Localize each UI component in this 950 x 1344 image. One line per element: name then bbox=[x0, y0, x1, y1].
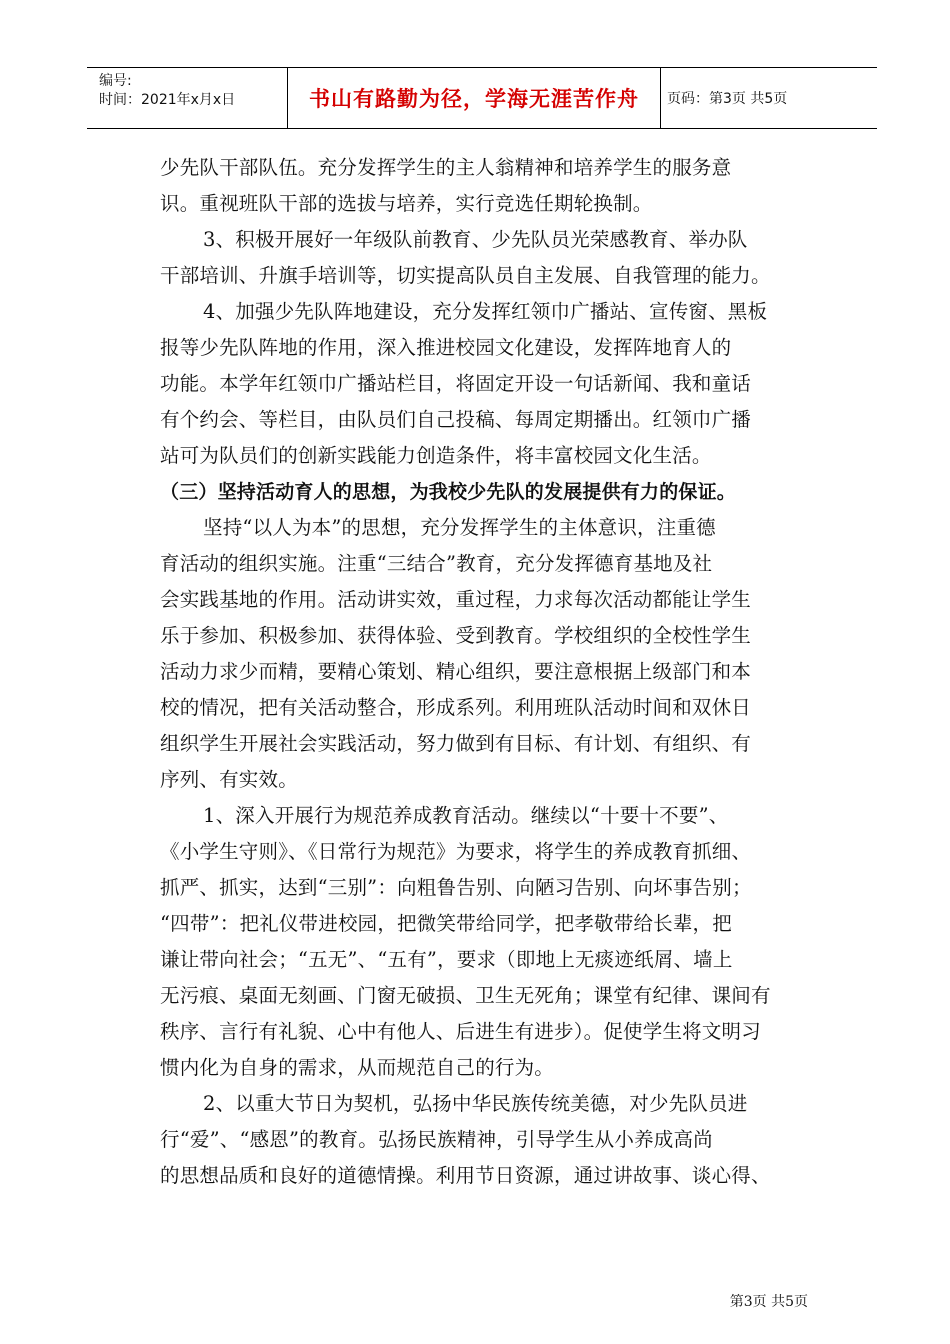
body-text-line: 活动力求少而精，要精心策划、精心组织，要注意根据上级部门和本 bbox=[160, 660, 752, 683]
body-text-line: 干部培训、升旗手培训等，切实提高队员自主发展、自我管理的能力。 bbox=[160, 264, 771, 287]
section-heading: （三）坚持活动育人的思想，为我校少先队的发展提供有力的保证。 bbox=[160, 481, 737, 503]
body-text-line: 秩序、言行有礼貌、心中有他人、后进生有进步）。促使学生将文明习 bbox=[160, 1020, 761, 1043]
body-text-line: 2、以重大节日为契机，弘扬中华民族传统美德，对少先队员进 bbox=[203, 1092, 748, 1115]
body-text-line: 3、积极开展好一年级队前教育、少先队员光荣感教育、举办队 bbox=[203, 228, 748, 251]
document-body bbox=[160, 150, 820, 1194]
header-meta bbox=[87, 68, 287, 128]
body-text-line: 行“爱”、“感恩”的教育。弘扬民族精神，引导学生从小养成高尚 bbox=[160, 1128, 713, 1151]
body-text-line: 站可为队员们的创新实践能力创造条件，将丰富校园文化生活。 bbox=[160, 444, 712, 467]
body-text-line: 少先队干部队伍。充分发挥学生的主人翁精神和培养学生的服务意 bbox=[160, 156, 732, 179]
body-text-line: 4、加强少先队阵地建设，充分发挥红领巾广播站、宣传窗、黑板 bbox=[203, 300, 768, 323]
header-page-label: 页码：第3页 共5页 bbox=[667, 91, 788, 107]
doc-date-label: 时间：2021年x月x日 bbox=[99, 92, 236, 108]
doc-number-label: 编号: bbox=[99, 73, 132, 89]
body-text-line: 坚持“以人为本”的思想，充分发挥学生的主体意识，注重德 bbox=[203, 516, 716, 539]
body-text-line: 会实践基地的作用。活动讲实效，重过程，力求每次活动都能让学生 bbox=[160, 588, 752, 611]
body-text-line: 《小学生守则》、《日常行为规范》为要求，将学生的养成教育抓细、 bbox=[160, 840, 752, 863]
body-text-line: 报等少先队阵地的作用，深入推进校园文化建设，发挥阵地育人的 bbox=[160, 336, 732, 359]
body-text-line: 组织学生开展社会实践活动，努力做到有目标、有计划、有组织、有 bbox=[160, 732, 752, 755]
body-text-line: 无污痕、桌面无刻画、门窗无破损、卫生无死角；课堂有纪律、课间有 bbox=[160, 984, 771, 1007]
page-footer: 第3页 共5页 bbox=[729, 1294, 808, 1310]
body-text-line: 谦让带向社会；“五无”、“五有”，要求（即地上无痰迹纸屑、墙上 bbox=[160, 948, 733, 971]
header-motto: 书山有路勤为径，学海无涯苦作舟 bbox=[309, 87, 639, 111]
body-text-line: 有个约会、等栏目，由队员们自己投稿、每周定期播出。红领巾广播 bbox=[160, 408, 752, 431]
body-text-line: 序列、有实效。 bbox=[160, 768, 298, 791]
body-text-line: 功能。本学年红领巾广播站栏目，将固定开设一句话新闻、我和童话 bbox=[160, 372, 752, 395]
header-page-cell bbox=[661, 68, 877, 128]
body-text-line: 校的情况，把有关活动整合，形成系列。利用班队活动时间和双休日 bbox=[160, 696, 752, 719]
header-motto-cell bbox=[287, 68, 661, 128]
page-header bbox=[87, 67, 877, 129]
body-text-line: “四带”：把礼仪带进校园，把微笑带给同学，把孝敬带给长辈，把 bbox=[160, 912, 732, 935]
body-text-line: 识。重视班队干部的选拔与培养，实行竞选任期轮换制。 bbox=[160, 192, 653, 215]
body-text-line: 育活动的组织实施。注重“三结合”教育，充分发挥德育基地及社 bbox=[160, 552, 713, 575]
body-text-line: 抓严、抓实，达到“三别”：向粗鲁告别、向陋习告别、向坏事告别； bbox=[160, 876, 752, 899]
body-text-line: 的思想品质和良好的道德情操。利用节日资源，通过讲故事、谈心得、 bbox=[160, 1164, 771, 1187]
body-text-line: 乐于参加、积极参加、获得体验、受到教育。学校组织的全校性学生 bbox=[160, 624, 752, 647]
body-text-line: 惯内化为自身的需求，从而规范自己的行为。 bbox=[160, 1056, 555, 1079]
body-text-line: 1、深入开展行为规范养成教育活动。继续以“十要十不要”、 bbox=[203, 804, 729, 827]
